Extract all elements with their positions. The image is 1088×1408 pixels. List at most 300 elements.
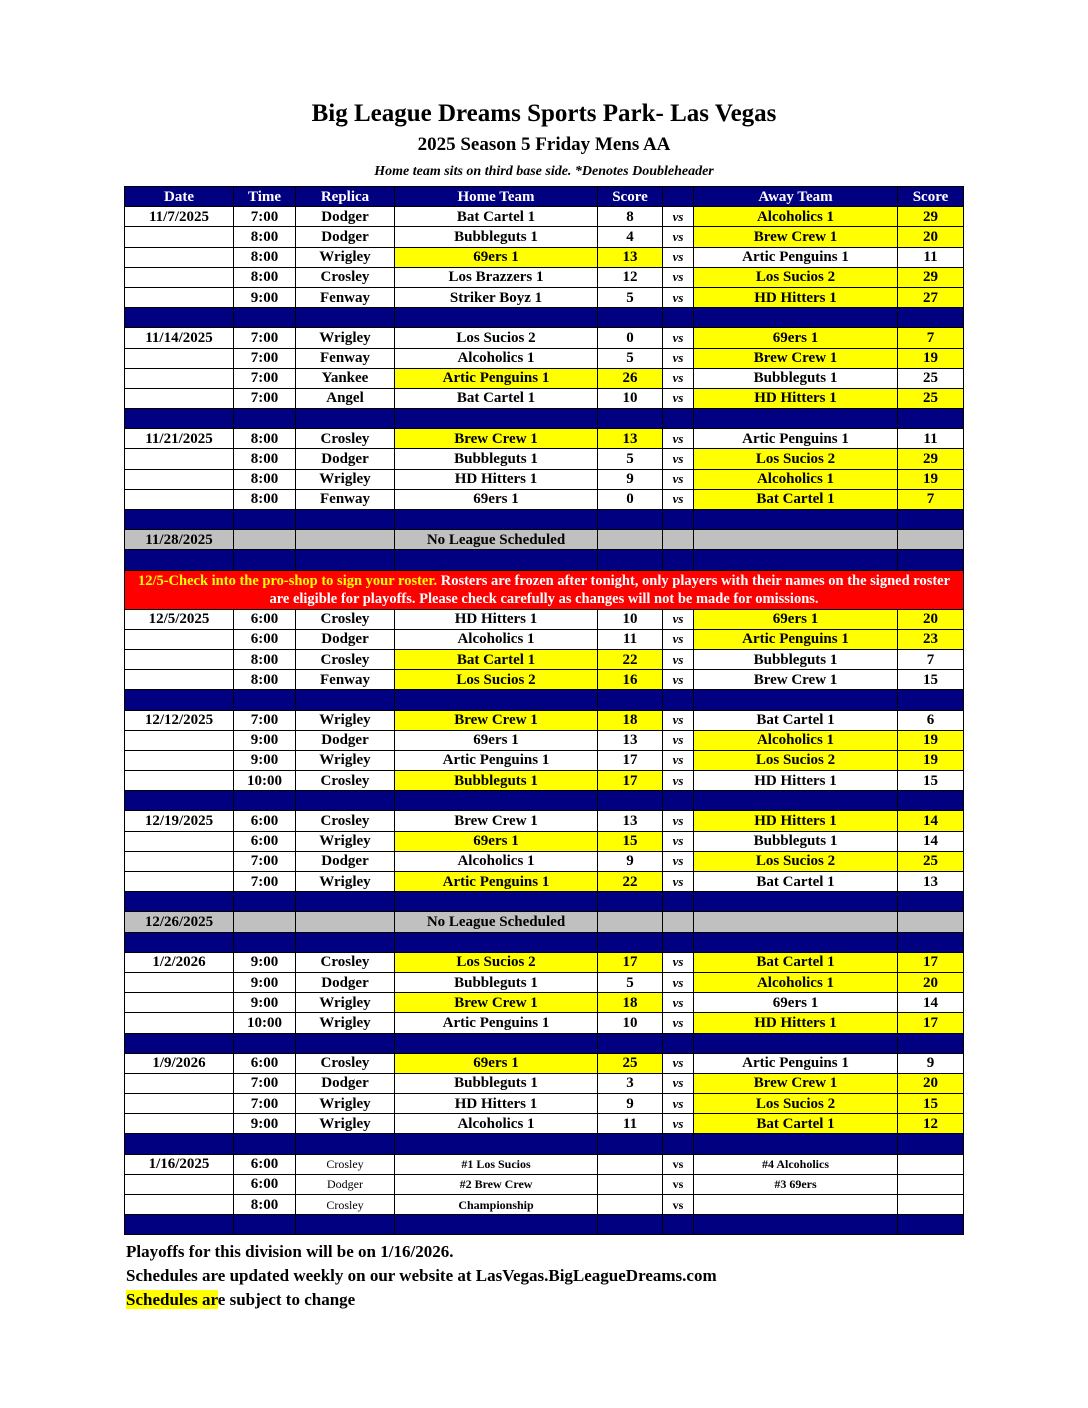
away-team-cell: HD Hitters 1 xyxy=(694,771,898,791)
game-row xyxy=(125,388,964,408)
separator-cell xyxy=(663,892,694,912)
replica-cell: Wrigley xyxy=(296,1013,395,1033)
separator-cell xyxy=(663,1033,694,1053)
separator-cell xyxy=(125,791,234,811)
game-row xyxy=(125,348,964,368)
separator-cell xyxy=(663,510,694,530)
away-team-cell: HD Hitters 1 xyxy=(694,811,898,831)
home-team-cell: Alcoholics 1 xyxy=(395,629,598,649)
separator-cell xyxy=(296,1134,395,1154)
col-header-away-team: Away Team xyxy=(694,187,898,207)
date-cell xyxy=(125,670,234,690)
roster-notice-text: Rosters are frozen after tonight, only players with their names on the signed roster are eligible for playoffs. Please check carefully as changes will not be made for omissions. xyxy=(269,572,951,607)
home-team-cell: Striker Boyz 1 xyxy=(395,287,598,307)
away-score-cell: 20 xyxy=(898,609,964,629)
separator-row xyxy=(125,791,964,811)
separator-cell xyxy=(234,690,296,710)
replica-cell: Wrigley xyxy=(296,993,395,1013)
replica-cell: Dodger xyxy=(296,207,395,227)
date-cell xyxy=(125,469,234,489)
time-cell: 10:00 xyxy=(234,771,296,791)
date-cell: 1/9/2026 xyxy=(125,1053,234,1073)
replica-cell: Fenway xyxy=(296,489,395,509)
away-score-cell: 7 xyxy=(898,489,964,509)
time-cell: 6:00 xyxy=(234,609,296,629)
away-team-cell: Brew Crew 1 xyxy=(694,1073,898,1093)
home-team-cell: Bat Cartel 1 xyxy=(395,649,598,669)
date-cell xyxy=(125,1073,234,1093)
home-score-cell: 15 xyxy=(598,831,663,851)
empty-cell xyxy=(234,912,296,932)
home-team-cell: #2 Brew Crew xyxy=(395,1174,598,1194)
separator-cell xyxy=(395,1134,598,1154)
separator-cell xyxy=(296,550,395,570)
separator-cell xyxy=(598,510,663,530)
vs-cell: vs xyxy=(663,1114,694,1134)
separator-cell xyxy=(898,550,964,570)
separator-cell xyxy=(598,308,663,328)
home-team-cell: Brew Crew 1 xyxy=(395,429,598,449)
home-score-cell: 22 xyxy=(598,649,663,669)
time-cell: 8:00 xyxy=(234,247,296,267)
time-cell: 6:00 xyxy=(234,1053,296,1073)
highlighted-text: Schedules ar xyxy=(126,1290,218,1309)
away-team-cell: Bubbleguts 1 xyxy=(694,368,898,388)
date-cell xyxy=(125,649,234,669)
home-score-cell: 10 xyxy=(598,1013,663,1033)
game-row xyxy=(125,328,964,348)
home-score-cell: 13 xyxy=(598,811,663,831)
separator-cell xyxy=(296,510,395,530)
page-title: Big League Dreams Sports Park- Las Vegas xyxy=(311,100,777,127)
away-team-cell: #4 Alcoholics xyxy=(694,1154,898,1174)
away-score-cell: 7 xyxy=(898,328,964,348)
replica-cell: Fenway xyxy=(296,670,395,690)
home-score-cell: 18 xyxy=(598,993,663,1013)
vs-cell: vs xyxy=(663,429,694,449)
schedule-table xyxy=(124,186,964,1235)
date-cell: 12/26/2025 xyxy=(125,912,234,932)
separator-cell xyxy=(694,791,898,811)
game-row xyxy=(125,771,964,791)
replica-cell: Wrigley xyxy=(296,1114,395,1134)
separator-cell xyxy=(234,791,296,811)
playoff-row xyxy=(125,1174,964,1194)
separator-cell xyxy=(694,1215,898,1235)
time-cell: 7:00 xyxy=(234,388,296,408)
vs-cell: vs xyxy=(663,972,694,992)
game-row xyxy=(125,670,964,690)
date-cell xyxy=(125,449,234,469)
separator-cell xyxy=(125,550,234,570)
away-score-cell: 17 xyxy=(898,1013,964,1033)
home-score-cell: 5 xyxy=(598,287,663,307)
vs-cell: vs xyxy=(663,287,694,307)
vs-cell: vs xyxy=(663,469,694,489)
replica-cell: Crosley xyxy=(296,1154,395,1174)
empty-cell xyxy=(598,530,663,550)
date-cell xyxy=(125,629,234,649)
vs-cell: vs xyxy=(663,1073,694,1093)
away-team-cell: Artic Penguins 1 xyxy=(694,1053,898,1073)
separator-cell xyxy=(395,690,598,710)
date-cell xyxy=(125,1195,234,1215)
home-team-cell: 69ers 1 xyxy=(395,1053,598,1073)
replica-cell: Crosley xyxy=(296,771,395,791)
separator-cell xyxy=(663,550,694,570)
playoff-row xyxy=(125,1154,964,1174)
no-league-row xyxy=(125,912,964,932)
date-cell: 11/28/2025 xyxy=(125,530,234,550)
replica-cell: Wrigley xyxy=(296,328,395,348)
empty-cell xyxy=(694,912,898,932)
replica-cell: Crosley xyxy=(296,267,395,287)
game-row xyxy=(125,1073,964,1093)
time-cell: 8:00 xyxy=(234,670,296,690)
empty-cell xyxy=(663,912,694,932)
home-score-cell: 17 xyxy=(598,952,663,972)
replica-cell: Dodger xyxy=(296,730,395,750)
time-cell: 9:00 xyxy=(234,730,296,750)
vs-cell: vs xyxy=(663,629,694,649)
no-league-row xyxy=(125,530,964,550)
away-score-cell: 29 xyxy=(898,267,964,287)
empty-cell xyxy=(663,530,694,550)
home-score-cell: 4 xyxy=(598,227,663,247)
separator-cell xyxy=(234,550,296,570)
date-cell xyxy=(125,267,234,287)
home-team-cell: Bubbleguts 1 xyxy=(395,449,598,469)
date-cell: 12/12/2025 xyxy=(125,710,234,730)
replica-cell: Wrigley xyxy=(296,710,395,730)
separator-cell xyxy=(663,932,694,952)
date-cell: 12/5/2025 xyxy=(125,609,234,629)
game-row xyxy=(125,287,964,307)
vs-cell: vs xyxy=(663,649,694,669)
time-cell: 6:00 xyxy=(234,1174,296,1194)
vs-cell: vs xyxy=(663,388,694,408)
home-score-cell: 5 xyxy=(598,972,663,992)
date-cell: 1/16/2025 xyxy=(125,1154,234,1174)
home-score-cell: 13 xyxy=(598,429,663,449)
empty-cell xyxy=(598,912,663,932)
time-cell: 7:00 xyxy=(234,368,296,388)
away-score-cell: 15 xyxy=(898,1094,964,1114)
date-cell: 11/14/2025 xyxy=(125,328,234,348)
time-cell: 9:00 xyxy=(234,1114,296,1134)
replica-cell: Angel xyxy=(296,388,395,408)
home-team-cell: Championship xyxy=(395,1195,598,1215)
home-team-cell: Los Sucios 2 xyxy=(395,952,598,972)
separator-cell xyxy=(234,510,296,530)
home-team-cell: Brew Crew 1 xyxy=(395,710,598,730)
separator-row xyxy=(125,409,964,429)
separator-row xyxy=(125,932,964,952)
game-row xyxy=(125,489,964,509)
separator-cell xyxy=(898,510,964,530)
away-score-cell: 19 xyxy=(898,469,964,489)
separator-cell xyxy=(234,892,296,912)
vs-cell: vs xyxy=(663,1174,694,1194)
home-score-cell: 13 xyxy=(598,247,663,267)
date-cell: 12/19/2025 xyxy=(125,811,234,831)
home-team-cell: Bat Cartel 1 xyxy=(395,207,598,227)
replica-cell: Wrigley xyxy=(296,247,395,267)
home-team-cell: 69ers 1 xyxy=(395,489,598,509)
vs-cell: vs xyxy=(663,328,694,348)
separator-cell xyxy=(234,409,296,429)
home-score-cell: 9 xyxy=(598,1094,663,1114)
date-cell xyxy=(125,489,234,509)
home-team-cell: Bubbleguts 1 xyxy=(395,972,598,992)
date-cell xyxy=(125,972,234,992)
away-team-cell: Artic Penguins 1 xyxy=(694,629,898,649)
separator-cell xyxy=(898,1215,964,1235)
home-score-cell: 22 xyxy=(598,872,663,892)
home-team-cell: HD Hitters 1 xyxy=(395,469,598,489)
separator-cell xyxy=(898,892,964,912)
home-team-cell: Brew Crew 1 xyxy=(395,811,598,831)
home-score-cell xyxy=(598,1195,663,1215)
vs-cell: vs xyxy=(663,348,694,368)
vs-cell: vs xyxy=(663,267,694,287)
away-score-cell: 19 xyxy=(898,750,964,770)
separator-cell xyxy=(694,550,898,570)
vs-cell: vs xyxy=(663,1053,694,1073)
replica-cell: Wrigley xyxy=(296,750,395,770)
game-row xyxy=(125,207,964,227)
date-cell xyxy=(125,348,234,368)
away-score-cell: 20 xyxy=(898,972,964,992)
date-cell xyxy=(125,247,234,267)
separator-cell xyxy=(125,1215,234,1235)
time-cell: 8:00 xyxy=(234,227,296,247)
col-header-vs xyxy=(663,187,694,207)
date-cell xyxy=(125,1114,234,1134)
replica-cell: Wrigley xyxy=(296,872,395,892)
game-row xyxy=(125,629,964,649)
game-row xyxy=(125,1094,964,1114)
vs-cell: vs xyxy=(663,449,694,469)
home-score-cell: 10 xyxy=(598,609,663,629)
separator-cell xyxy=(296,1215,395,1235)
away-team-cell: HD Hitters 1 xyxy=(694,388,898,408)
home-score-cell xyxy=(598,1174,663,1194)
empty-cell xyxy=(296,912,395,932)
time-cell: 6:00 xyxy=(234,629,296,649)
vs-cell: vs xyxy=(663,750,694,770)
replica-cell: Yankee xyxy=(296,368,395,388)
empty-cell xyxy=(296,530,395,550)
date-cell: 11/21/2025 xyxy=(125,429,234,449)
home-score-cell: 3 xyxy=(598,1073,663,1093)
replica-cell: Crosley xyxy=(296,649,395,669)
time-cell: 8:00 xyxy=(234,429,296,449)
away-team-cell: HD Hitters 1 xyxy=(694,287,898,307)
footer-change-rest: e subject to change xyxy=(217,1290,356,1309)
time-cell: 10:00 xyxy=(234,1013,296,1033)
game-row xyxy=(125,267,964,287)
separator-cell xyxy=(694,308,898,328)
time-cell: 7:00 xyxy=(234,851,296,871)
game-row xyxy=(125,449,964,469)
col-header-away-score: Score xyxy=(898,187,964,207)
date-cell xyxy=(125,1174,234,1194)
vs-cell: vs xyxy=(663,1154,694,1174)
game-row xyxy=(125,831,964,851)
away-score-cell: 27 xyxy=(898,287,964,307)
separator-cell xyxy=(125,510,234,530)
separator-cell xyxy=(694,690,898,710)
home-team-cell: Bat Cartel 1 xyxy=(395,388,598,408)
vs-cell: vs xyxy=(663,771,694,791)
time-cell: 6:00 xyxy=(234,831,296,851)
home-score-cell: 0 xyxy=(598,489,663,509)
away-team-cell: Bubbleguts 1 xyxy=(694,831,898,851)
separator-cell xyxy=(663,690,694,710)
time-cell: 9:00 xyxy=(234,750,296,770)
col-header-home-score: Score xyxy=(598,187,663,207)
separator-cell xyxy=(125,932,234,952)
game-row xyxy=(125,730,964,750)
home-score-cell: 12 xyxy=(598,267,663,287)
away-score-cell: 11 xyxy=(898,247,964,267)
away-score-cell: 15 xyxy=(898,771,964,791)
replica-cell: Crosley xyxy=(296,609,395,629)
date-cell xyxy=(125,993,234,1013)
separator-cell xyxy=(898,791,964,811)
vs-cell: vs xyxy=(663,227,694,247)
separator-cell xyxy=(898,932,964,952)
separator-cell xyxy=(898,409,964,429)
separator-cell xyxy=(234,1033,296,1053)
replica-cell: Crosley xyxy=(296,811,395,831)
empty-cell xyxy=(898,912,964,932)
vs-cell: vs xyxy=(663,872,694,892)
vs-cell: vs xyxy=(663,851,694,871)
game-row xyxy=(125,368,964,388)
time-cell: 6:00 xyxy=(234,1154,296,1174)
game-row xyxy=(125,609,964,629)
empty-cell xyxy=(234,530,296,550)
away-team-cell: Brew Crew 1 xyxy=(694,227,898,247)
away-team-cell: Artic Penguins 1 xyxy=(694,247,898,267)
separator-cell xyxy=(234,1134,296,1154)
away-team-cell: 69ers 1 xyxy=(694,328,898,348)
home-team-cell: Los Sucios 2 xyxy=(395,670,598,690)
date-cell xyxy=(125,872,234,892)
away-team-cell: Los Sucios 2 xyxy=(694,1094,898,1114)
away-score-cell: 19 xyxy=(898,730,964,750)
time-cell: 8:00 xyxy=(234,449,296,469)
game-row xyxy=(125,872,964,892)
empty-cell xyxy=(694,530,898,550)
separator-cell xyxy=(898,690,964,710)
separator-cell xyxy=(598,1033,663,1053)
replica-cell: Wrigley xyxy=(296,469,395,489)
roster-notice-lead: 12/5-Check into the pro-shop to sign your roster. xyxy=(137,572,438,589)
away-score-cell: 13 xyxy=(898,872,964,892)
home-score-cell: 13 xyxy=(598,730,663,750)
home-score-cell: 26 xyxy=(598,368,663,388)
separator-cell xyxy=(395,932,598,952)
separator-cell xyxy=(663,1215,694,1235)
separator-row xyxy=(125,550,964,570)
away-team-cell: Los Sucios 2 xyxy=(694,750,898,770)
col-header-home-team: Home Team xyxy=(395,187,598,207)
away-score-cell: 6 xyxy=(898,710,964,730)
away-team-cell: Brew Crew 1 xyxy=(694,348,898,368)
separator-cell xyxy=(125,690,234,710)
home-score-cell: 17 xyxy=(598,771,663,791)
replica-cell: Crosley xyxy=(296,952,395,972)
replica-cell: Dodger xyxy=(296,227,395,247)
table-header-row xyxy=(125,187,964,207)
game-row xyxy=(125,993,964,1013)
away-team-cell: Bat Cartel 1 xyxy=(694,872,898,892)
away-score-cell: 14 xyxy=(898,811,964,831)
separator-cell xyxy=(296,690,395,710)
away-team-cell: 69ers 1 xyxy=(694,993,898,1013)
col-header-time: Time xyxy=(234,187,296,207)
away-score-cell: 12 xyxy=(898,1114,964,1134)
time-cell: 7:00 xyxy=(234,207,296,227)
col-header-replica: Replica xyxy=(296,187,395,207)
separator-cell xyxy=(296,932,395,952)
vs-cell: vs xyxy=(663,609,694,629)
game-row xyxy=(125,227,964,247)
home-score-cell: 16 xyxy=(598,670,663,690)
separator-cell xyxy=(598,409,663,429)
separator-cell xyxy=(125,1033,234,1053)
game-row xyxy=(125,649,964,669)
replica-cell: Dodger xyxy=(296,1073,395,1093)
playoff-row xyxy=(125,1195,964,1215)
away-team-cell: Alcoholics 1 xyxy=(694,469,898,489)
vs-cell: vs xyxy=(663,993,694,1013)
away-team-cell: Alcoholics 1 xyxy=(694,972,898,992)
separator-cell xyxy=(395,892,598,912)
separator-cell xyxy=(598,1215,663,1235)
home-team-cell: Alcoholics 1 xyxy=(395,348,598,368)
separator-cell xyxy=(125,409,234,429)
away-team-cell: 69ers 1 xyxy=(694,609,898,629)
away-score-cell: 9 xyxy=(898,1053,964,1073)
vs-cell: vs xyxy=(663,247,694,267)
separator-row xyxy=(125,690,964,710)
separator-cell xyxy=(234,308,296,328)
home-team-cell: HD Hitters 1 xyxy=(395,1094,598,1114)
time-cell: 7:00 xyxy=(234,872,296,892)
away-team-cell: Bat Cartel 1 xyxy=(694,710,898,730)
home-score-cell: 9 xyxy=(598,851,663,871)
home-team-cell: Artic Penguins 1 xyxy=(395,368,598,388)
time-cell: 7:00 xyxy=(234,348,296,368)
separator-cell xyxy=(395,1033,598,1053)
date-cell xyxy=(125,750,234,770)
home-score-cell: 9 xyxy=(598,469,663,489)
away-team-cell: HD Hitters 1 xyxy=(694,1013,898,1033)
away-team-cell: Alcoholics 1 xyxy=(694,730,898,750)
separator-cell xyxy=(395,510,598,530)
separator-cell xyxy=(694,510,898,530)
separator-cell xyxy=(694,409,898,429)
away-score-cell xyxy=(898,1154,964,1174)
replica-cell: Wrigley xyxy=(296,1094,395,1114)
separator-cell xyxy=(395,550,598,570)
separator-cell xyxy=(234,932,296,952)
game-row xyxy=(125,1013,964,1033)
